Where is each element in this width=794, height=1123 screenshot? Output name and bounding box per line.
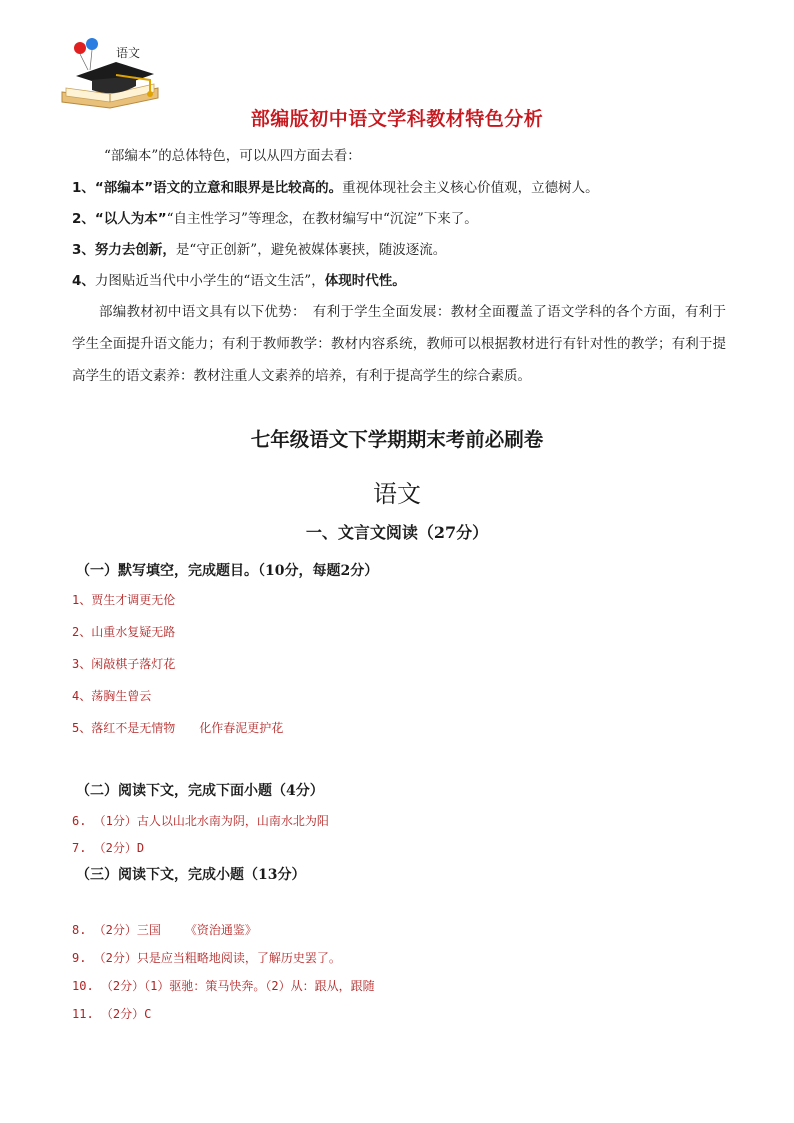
- point-1: [72, 178, 599, 198]
- point-2-num: 2、: [72, 211, 95, 227]
- point-2-rest: “自主性学习”等理念，在教材编写中“沉淀”下来了。: [166, 211, 478, 227]
- point-1-bold: “部编本”语文的立意和眼界是比较高的。: [94, 180, 343, 196]
- subject-heading: 语文: [373, 480, 421, 508]
- answer-5-first: 5、落红不是无情物: [72, 721, 176, 735]
- answer-4: 4、荡胸生曾云: [72, 689, 152, 703]
- answer-3: 3、闲敲棋子落灯花: [72, 657, 176, 671]
- answer-5-second: 化作春泥更护花: [199, 721, 284, 735]
- answer-11: 11. （2分）C: [72, 1007, 152, 1021]
- advantages-paragraph: 部编教材初中语文具有以下优势： 有利于学生全面发展：教材全面覆盖了语文学科的各个方面，有利于学生全面提升语文能力；有利于教师教学：教材内容系统，教师可以根据教材进行有针对性的教学；有利于提高学生的语文素养：教材注重人文素养的培养，有利于提高学生的综合素质。: [72, 304, 726, 384]
- section-3-title: （三）阅读下文，完成小题（13分）: [76, 867, 306, 883]
- answer-6: 6. （1分）古人以山北水南为阴，山南水北为阳: [72, 814, 329, 828]
- answer-2: 2、山重水复疑无路: [72, 625, 176, 639]
- point-4-rest: 力图贴近当代中小学生的“语文生活”，: [94, 273, 325, 289]
- point-3-num: 3、: [72, 242, 95, 258]
- point-2-bold: “以人为本”: [94, 211, 167, 227]
- point-4: [72, 271, 406, 291]
- part1-title: 一、文言文阅读（27分）: [305, 523, 489, 542]
- exam-title: 七年级语文下学期期末考前必刷卷: [250, 428, 544, 451]
- point-3: [72, 240, 446, 260]
- answer-8: [72, 921, 257, 938]
- point-1-rest: 重视体现社会主义核心价值观，立德树人。: [342, 180, 599, 196]
- answer-9: 9. （2分）只是应当粗略地阅读，了解历史罢了。: [72, 951, 341, 965]
- answer-7: 7. （2分）D: [72, 841, 145, 855]
- point-3-bold: 努力去创新，: [94, 242, 176, 258]
- answer-8-second: 《资治通鉴》: [184, 923, 257, 937]
- section-1-title: （一）默写填空，完成题目。（10分，每题2分）: [76, 563, 379, 579]
- answer-10: 10. （2分）（1）驱驰：策马快奔。（2）从：跟从，跟随: [72, 979, 375, 993]
- answer-1: 1、贾生才调更无伦: [72, 593, 176, 607]
- answer-8-first: 8. （2分）三国: [72, 923, 161, 937]
- intro-line: “部编本”的总体特色，可以从四方面去看：: [104, 148, 361, 164]
- answer-5: [72, 719, 283, 736]
- point-4-tail: 体现时代性。: [324, 273, 406, 289]
- section-2-title: （二）阅读下文，完成下面小题（4分）: [76, 783, 324, 799]
- point-3-rest: 是“守正创新”，避免被媒体裹挟，随波逐流。: [175, 242, 447, 258]
- logo-graduation-cap: [58, 36, 162, 112]
- point-4-num: 4、: [72, 273, 95, 289]
- logo-label: 语文: [116, 46, 141, 60]
- point-1-num: 1、: [72, 180, 95, 196]
- point-2: [72, 209, 478, 229]
- page-title: 部编版初中语文学科教材特色分析: [250, 108, 544, 130]
